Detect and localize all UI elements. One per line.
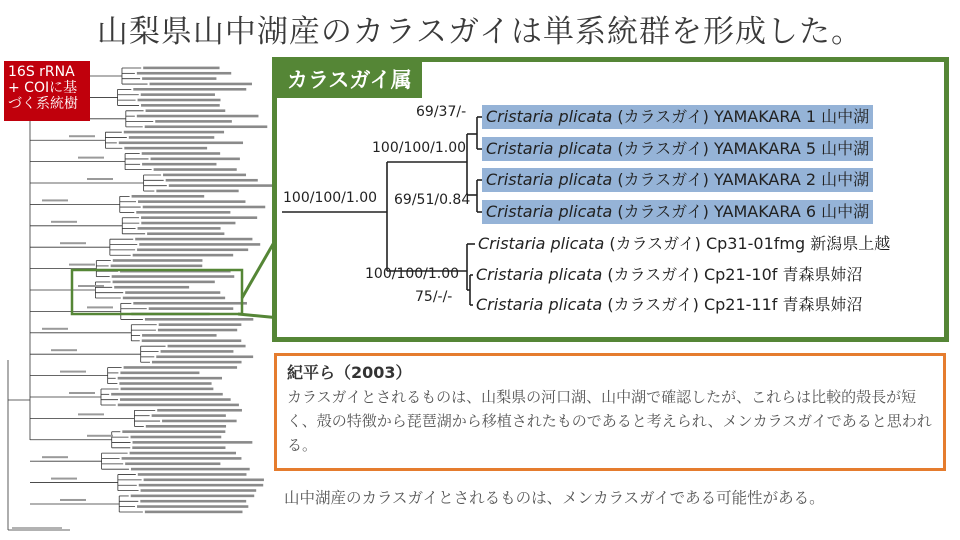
node-support-yamakara-group: 100/100/1.00: [372, 140, 467, 156]
taxon-row: Cristaria plicata (カラスガイ) Cp21-11f 青森県姉沼: [476, 295, 863, 314]
node-support-cp21-pair: 75/-/-: [415, 289, 453, 305]
taxon-row: Cristaria plicata (カラスガイ) YAMAKARA 1 山中湖: [482, 105, 873, 129]
phylogenetic-tree-graphic: [0, 60, 278, 538]
conclusion-text: 山中湖産のカラスガイとされるものは、メンカラスガイである可能性がある。: [284, 489, 825, 507]
full-phylogenetic-tree: [0, 60, 278, 538]
method-badge: 16S rRNA + COIに基づく系統樹: [4, 61, 90, 121]
taxon-row: Cristaria plicata (カラスガイ) YAMAKARA 5 山中湖: [482, 137, 873, 161]
node-support-yamakara-2-6: 69/51/0.84: [394, 192, 471, 208]
taxon-row: Cristaria plicata (カラスガイ) Cp21-10f 青森県姉沼: [476, 265, 863, 284]
taxon-row: Cristaria plicata (カラスガイ) Cp31-01fmg 新潟県上越: [478, 234, 891, 253]
cristaria-genus-box: [272, 57, 949, 342]
page-title: 山梨県山中湖産のカラスガイは単系統群を形成した。: [96, 14, 864, 50]
reference-body: カラスガイとされるものは、山梨県の河口湖、山中湖で確認したが、これらは比較的殻長が短く、殻の特徴から琵琶湖から移植されたものであると考えられ、メンカラスガイであると思われる。: [287, 388, 932, 454]
taxon-row: Cristaria plicata (カラスガイ) YAMAKARA 6 山中湖: [482, 200, 873, 224]
genus-label: カラスガイ属: [277, 62, 422, 98]
reference-box: [274, 353, 946, 471]
node-support-outer: 100/100/1.00: [283, 190, 378, 206]
reference-title: 紀平ら（2003）: [287, 363, 412, 382]
node-support-yamakara-1-5: 69/37/-: [416, 104, 467, 120]
node-support-other-group: 100/100/1.00: [365, 266, 460, 282]
taxon-row: Cristaria plicata (カラスガイ) YAMAKARA 2 山中湖: [482, 168, 873, 192]
